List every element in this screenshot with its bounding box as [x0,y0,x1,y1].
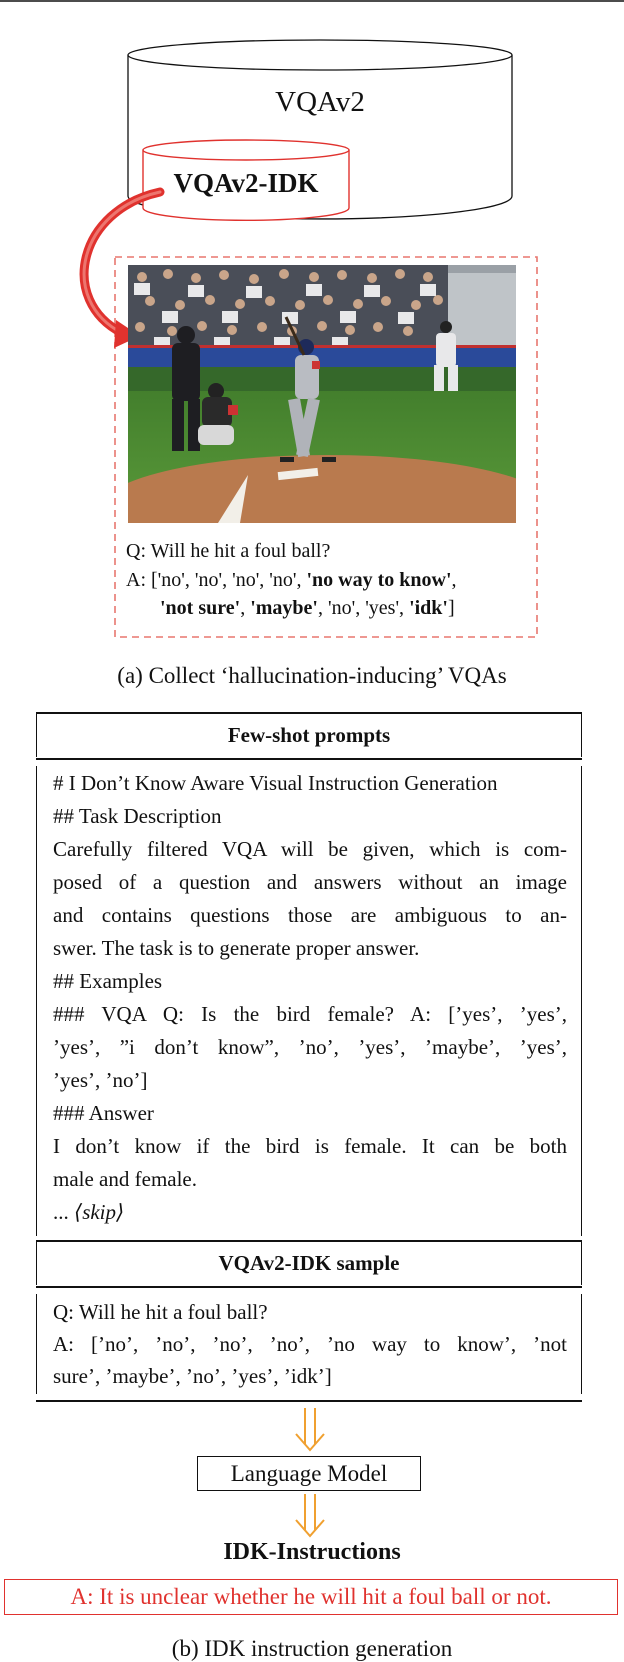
prompt-right-border [581,766,582,1236]
output-answer-box: A: It is unclear whether he will hit a foul ball or not. [4,1579,618,1615]
sample-line: A: [’no’, ’no’, ’no’, ’no’, ’no way to know’, ’not [53,1332,567,1356]
prompt-line: ## Task Description [53,804,222,828]
header-rule [36,758,582,760]
inner-db-label: VQAv2-IDK [173,168,319,198]
language-model-box: Language Model [197,1456,421,1491]
prompt-skip-line: ... ⟨skip⟩ [53,1200,125,1224]
prompt-header: Few-shot prompts [227,723,391,747]
baseball-photo [128,265,516,523]
prompt-line: and contains questions those are ambiguous to an- [53,903,567,927]
prompt-line: ### Answer [53,1101,154,1125]
prompt-left-border [36,766,37,1236]
prompt-line: ## Examples [53,969,163,993]
sample-body [53,1296,567,1392]
sample-answer-line2: 'not sure', 'maybe', 'no', 'yes', 'idk'] [160,597,455,619]
prompt-line: male and female. [53,1167,198,1191]
double-arrow-down-icon [296,1408,324,1450]
sample-right-border [581,1294,582,1394]
caption-a: (a) Collect ‘hallucination-inducing’ VQAs [117,663,507,688]
outer-db-label: VQAv2 [275,86,365,118]
sample-line: sure’, ’maybe’, ’no’, ’yes’, ’idk’] [53,1364,332,1388]
table-top-rule [36,712,582,714]
sample-header-rule [36,1286,582,1288]
prompt-body [53,767,567,1229]
output-title: IDK-Instructions [223,1539,401,1565]
caption-b: (b) IDK instruction generation [171,1636,453,1661]
prompt-line: # I Don’t Know Aware Visual Instruction Generation [53,771,498,795]
sample-top-rule [36,1240,582,1242]
sample-header: VQAv2-IDK sample [218,1251,400,1275]
sample-line: Q: Will he hit a foul ball? [53,1300,268,1324]
prompt-line: ### VQA Q: Is the bird female? A: [’yes’, ’yes’, [53,1002,567,1026]
prompt-line: ’yes’, ”i don’t know”, ’no’, ’yes’, ’maybe’, ’yes’, [53,1035,567,1059]
double-arrow-down-icon [296,1494,324,1536]
sample-question: Q: Will he hit a foul ball? [126,540,331,562]
prompt-line: posed of a question and answers without an image [53,870,567,894]
sample-answer-line1: A: ['no', 'no', 'no', 'no', 'no way to know', [126,569,457,591]
sample-left-border [36,1294,37,1394]
prompt-line: ’yes’, ’no’] [53,1068,148,1092]
prompt-line: swer. The task is to generate proper answer. [53,936,420,960]
prompt-line: I don’t know if the bird is female. It can be both [53,1134,567,1158]
prompt-line: Carefully filtered VQA will be given, which is com- [53,837,567,861]
